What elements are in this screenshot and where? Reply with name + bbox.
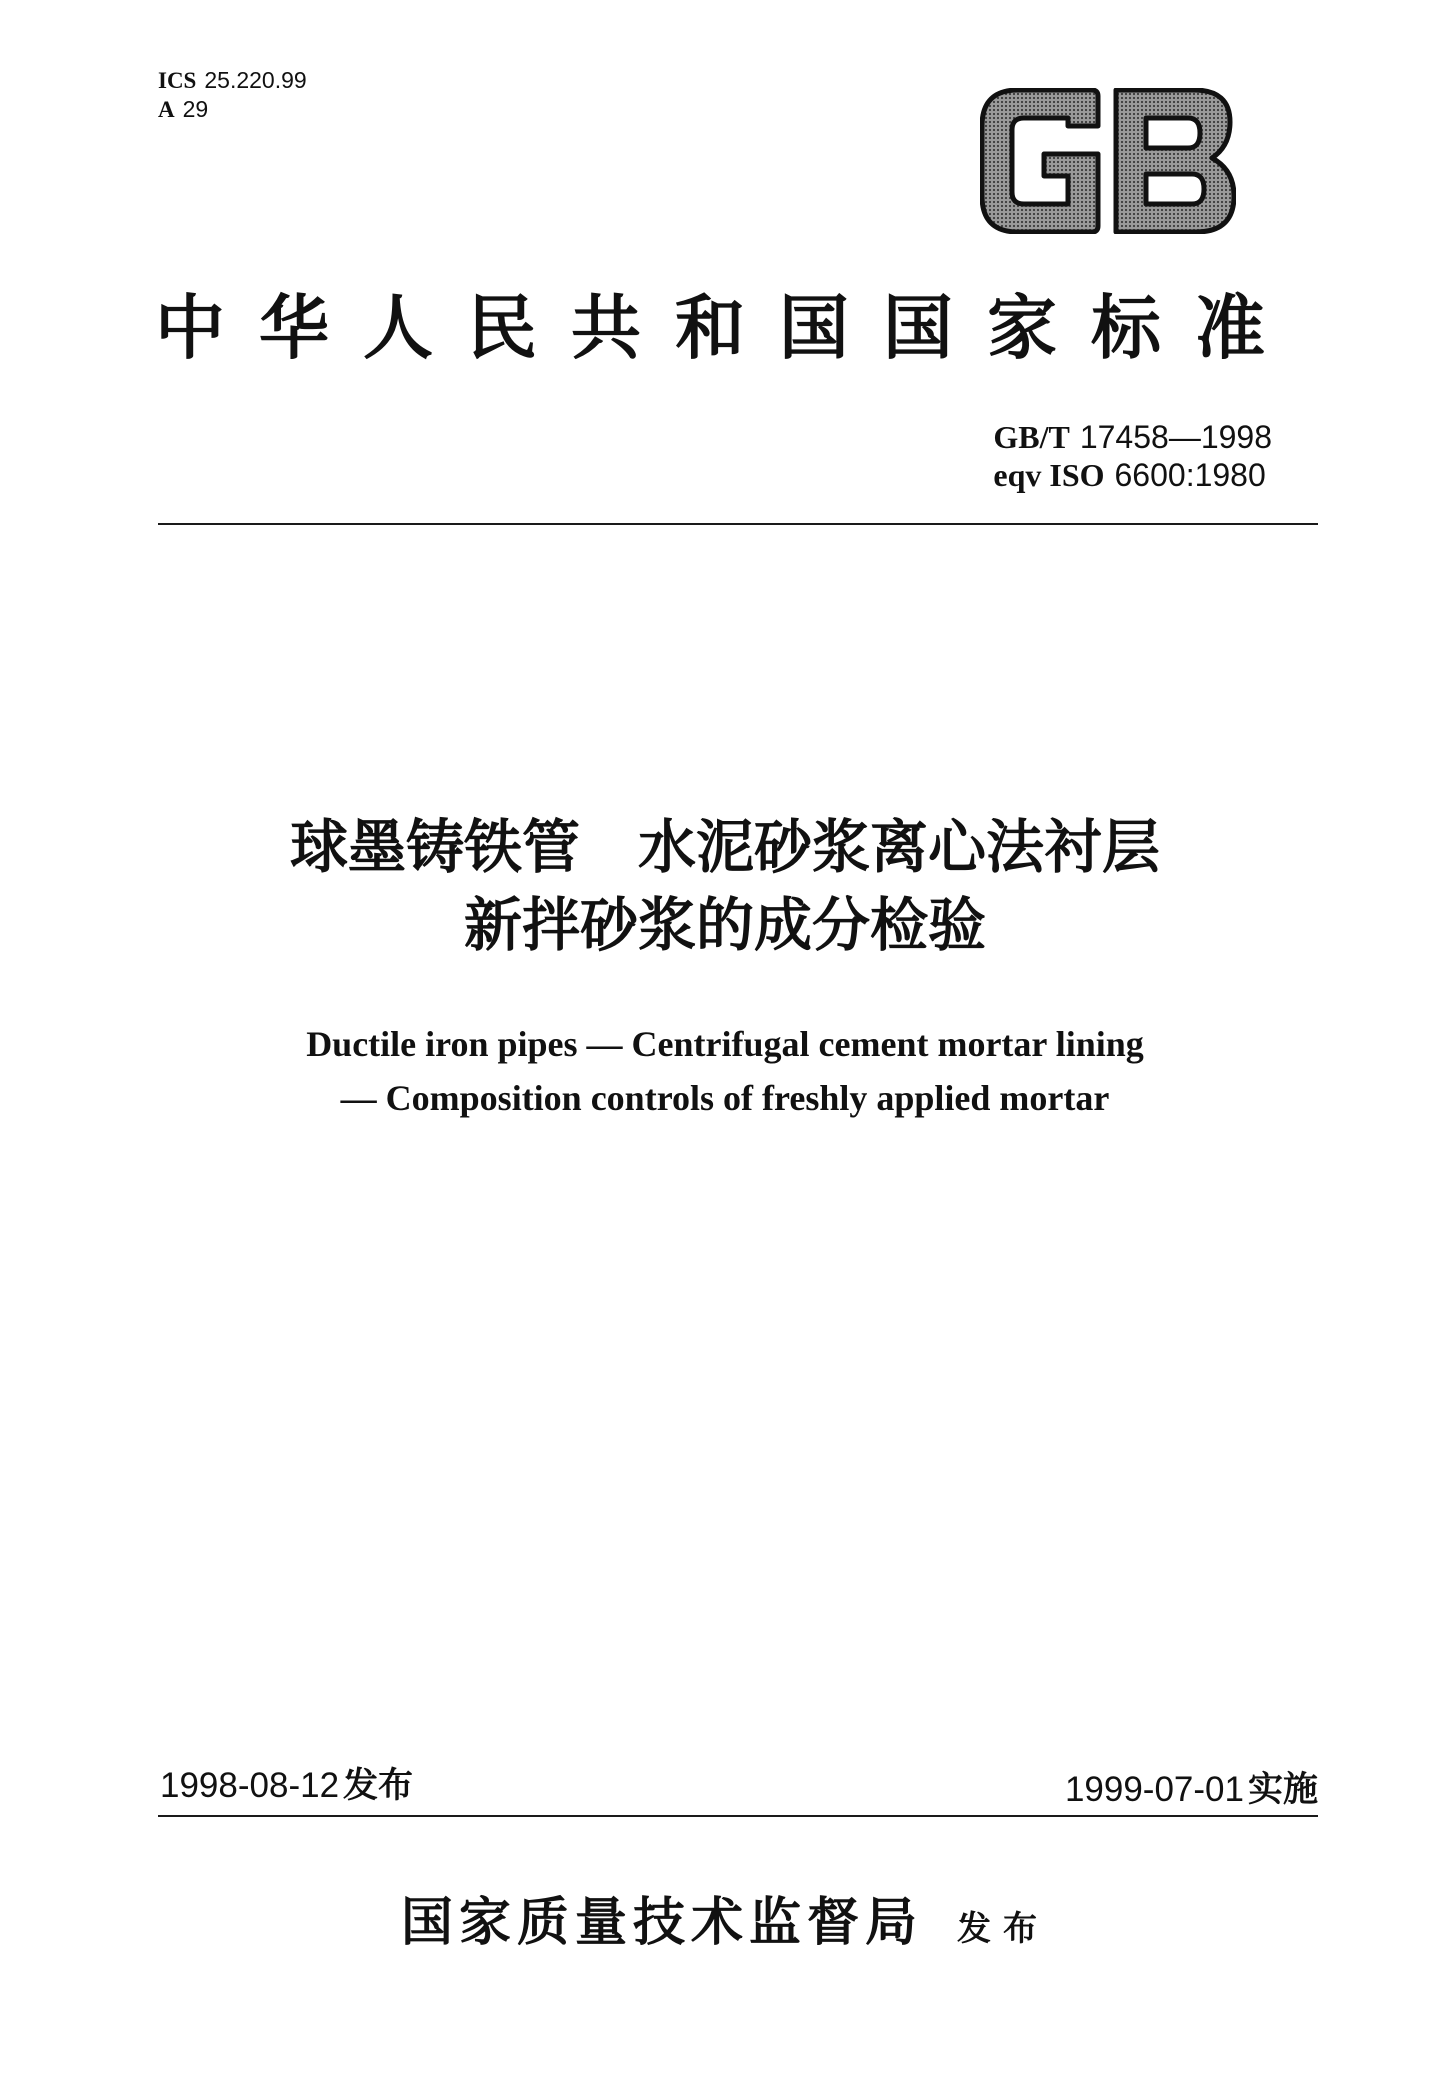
issue-date-value: 1998-08-12 [160, 1766, 340, 1805]
ccs-label: A [158, 97, 175, 122]
standard-numbers [993, 418, 1272, 494]
gb-logo-g [982, 90, 1098, 232]
issuer [0, 1880, 1450, 1955]
issuer-action: 发布 [957, 1909, 1049, 1949]
issuer-organization: 国家质量技术监督局 [400, 1892, 923, 1953]
eqv-label: eqv ISO [993, 457, 1105, 493]
title-cn-line-2: 新拌砂浆的成分检验 [463, 891, 986, 959]
title-en-line-2: — Composition controls of freshly applied mortar [340, 1078, 1110, 1118]
implementation-date-value: 1999-07-01 [1064, 1770, 1244, 1809]
document-title-chinese [0, 808, 1450, 964]
implementation-date [1065, 1768, 1318, 1812]
ics-label: ICS [158, 68, 197, 93]
national-standard-heading: 中华人民共和国国家标准 [155, 286, 1299, 369]
gb-standard-number-row [993, 418, 1272, 456]
ccs-code-row [158, 95, 307, 124]
gb-logo [980, 88, 1236, 234]
header-divider [158, 523, 1318, 525]
implementation-date-label: 实施 [1247, 1770, 1318, 1810]
issue-date [160, 1764, 413, 1808]
classification-codes [158, 66, 307, 124]
issue-date-label: 发布 [343, 1766, 414, 1806]
gb-label: GB/T [993, 419, 1070, 455]
ics-value: 25.220.99 [204, 67, 307, 93]
eqv-standard-number-row [993, 456, 1272, 494]
footer-divider [158, 1815, 1318, 1817]
ccs-value: 29 [182, 96, 209, 122]
gb-logo-b [1116, 90, 1234, 232]
ics-code-row [158, 66, 307, 95]
document-title-english [0, 1017, 1450, 1125]
title-en-line-1: Ductile iron pipes — Centrifugal cement mortar lining [306, 1024, 1144, 1064]
title-cn-line-1: 球墨铸铁管 水泥砂浆离心法衬层 [289, 813, 1160, 881]
gb-number: 17458—1998 [1079, 419, 1272, 455]
eqv-number: 6600:1980 [1114, 457, 1266, 493]
